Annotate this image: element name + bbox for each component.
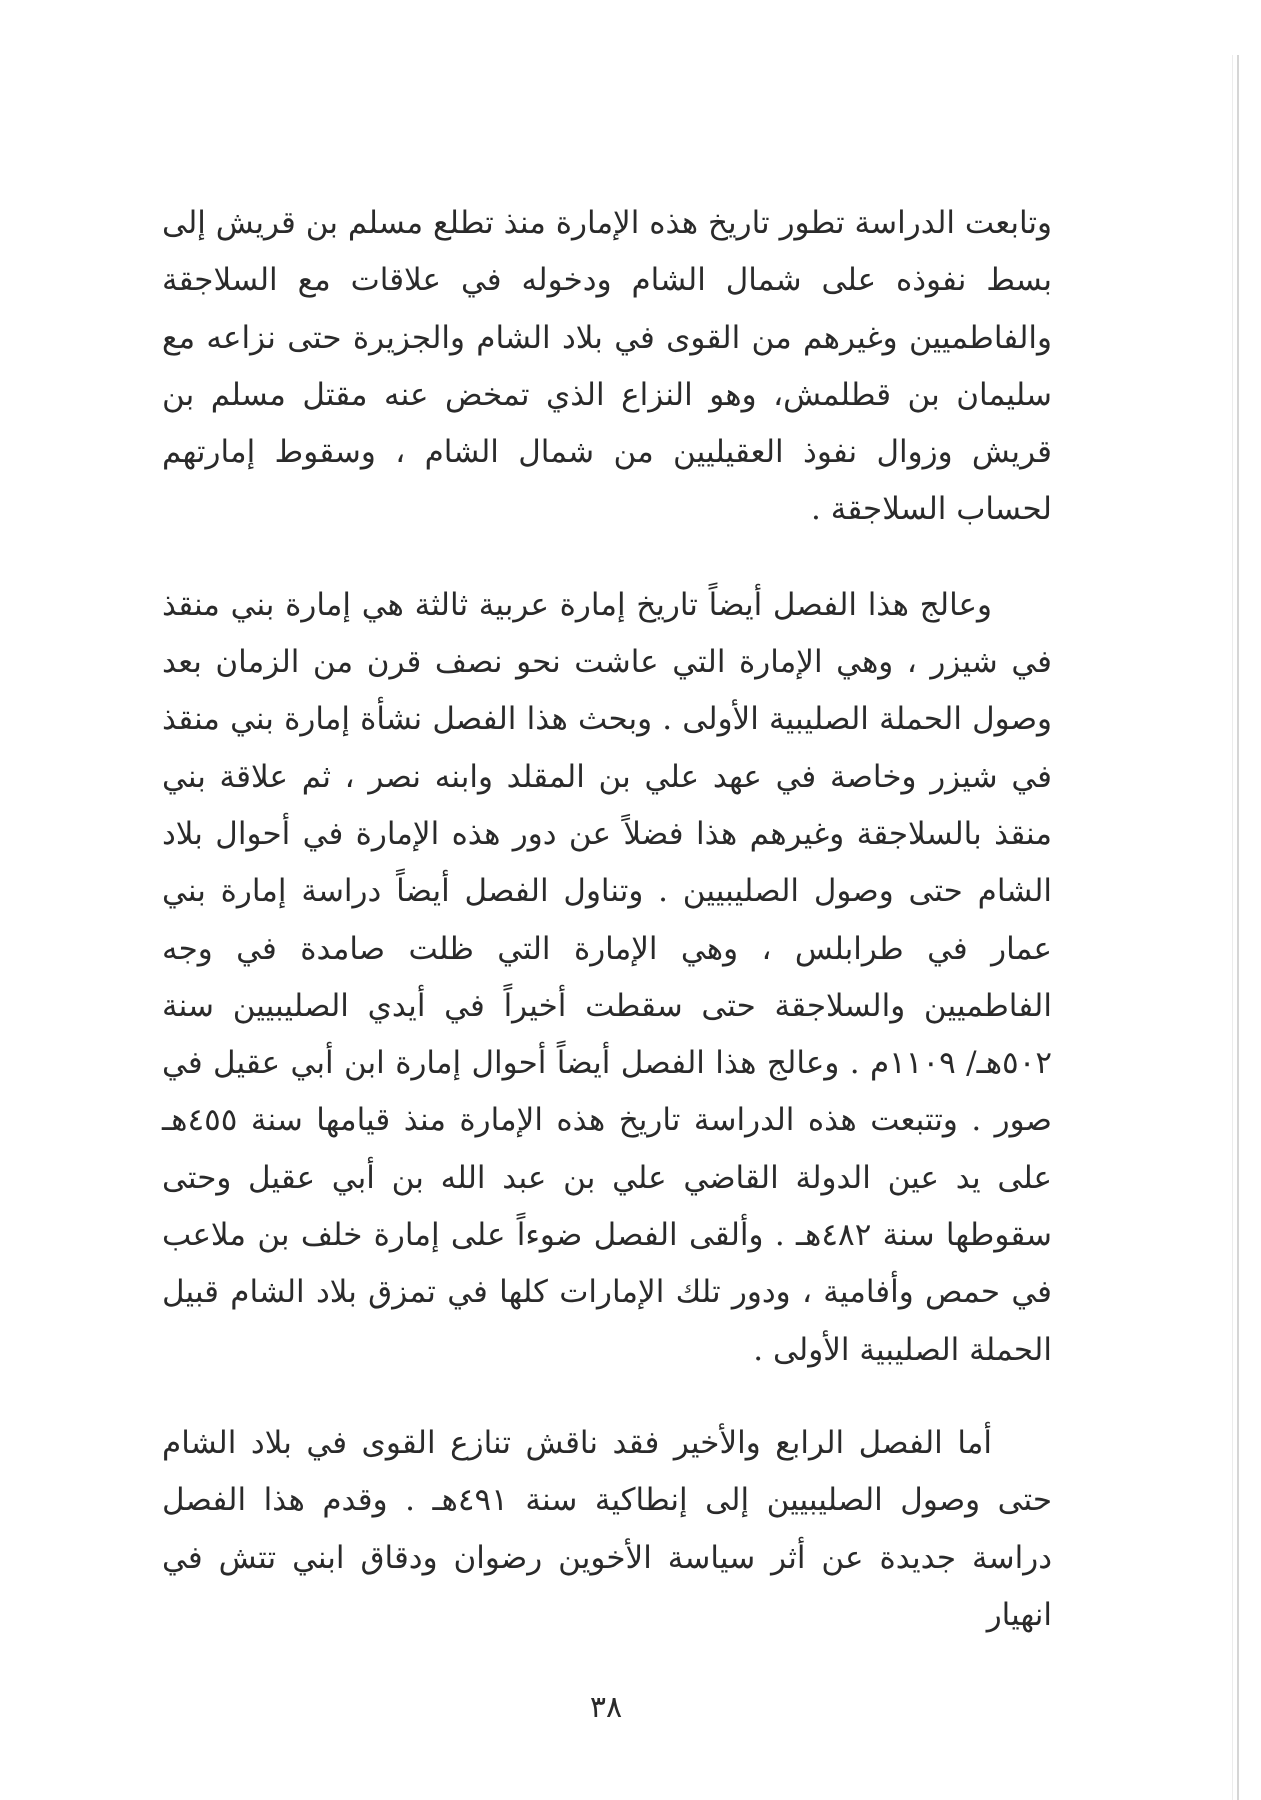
page-edge-shadow (1232, 55, 1233, 1800)
page-edge (1237, 55, 1239, 1800)
page-number: ٣٨ (589, 1690, 623, 1725)
page-body (162, 195, 1052, 1644)
paragraph-3: أما الفصل الرابع والأخير فقد ناقش تنازع القوى في بلاد الشام حتى وصول الصليبيين إلى إنطاكية سنة ٤٩١هـ . وقدم هذا الفصل دراسة جديدة عن أثر سياسة الأخوين رضوان ودقاق ابني تتش في انهيار (162, 1424, 1052, 1633)
paragraph-2: وعالج هذا الفصل أيضاً تاريخ إمارة عربية ثالثة هي إمارة بني منقذ في شيزر ، وهي الإمارة التي عاشت نحو نصف قرن من الزمان بعد وصول الحملة الصليبية الأولى . وبحث هذا الفصل نشأة إمارة بني منقذ في شيزر وخاصة في عهد علي بن المقلد وابنه نصر ، ثم علاقة بني منقذ بالسلاجقة وغيرهم هذا فضلاً عن دور هذه الإمارة في أحوال بلاد الشام حتى وصول الصليبيين . وتناول الفصل أيضاً دراسة إمارة بني عمار في طرابلس ، وهي الإمارة التي ظلت صامدة في وجه الفاطميين والسلاجقة حتى سقطت أخيراً في أيدي الصليبيين سنة ٥٠٢هـ/ ١١٠٩م . وعالج هذا الفصل أيضاً أحوال إمارة ابن أبي عقيل في صور . وتتبعت هذه الدراسة تاريخ هذه الإمارة منذ قيامها سنة ٤٥٥هـ على يد عين الدولة القاضي علي بن عبد الله بن أبي عقيل وحتى سقوطها سنة ٤٨٢هـ . وألقى الفصل ضوءاً على إمارة خلف بن ملاعب في حمص وأفامية ، ودور تلك الإمارات كلها في تمزق بلاد الشام قبيل الحملة الصليبية الأولى . (162, 586, 1052, 1368)
paragraph-1: وتابعت الدراسة تطور تاريخ هذه الإمارة منذ تطلع مسلم بن قريش إلى بسط نفوذه على شمال الشام ودخوله في علاقات مع السلاجقة والفاطميين وغيرهم من القوى في بلاد الشام والجزيرة حتى نزاعه مع سليمان بن قطلمش، وهو النزاع الذي تمخض عنه مقتل مسلم بن قريش وزوال نفوذ العقيليين من شمال الشام ، وسقوط إمارتهم لحساب السلاجقة . (162, 205, 1052, 528)
